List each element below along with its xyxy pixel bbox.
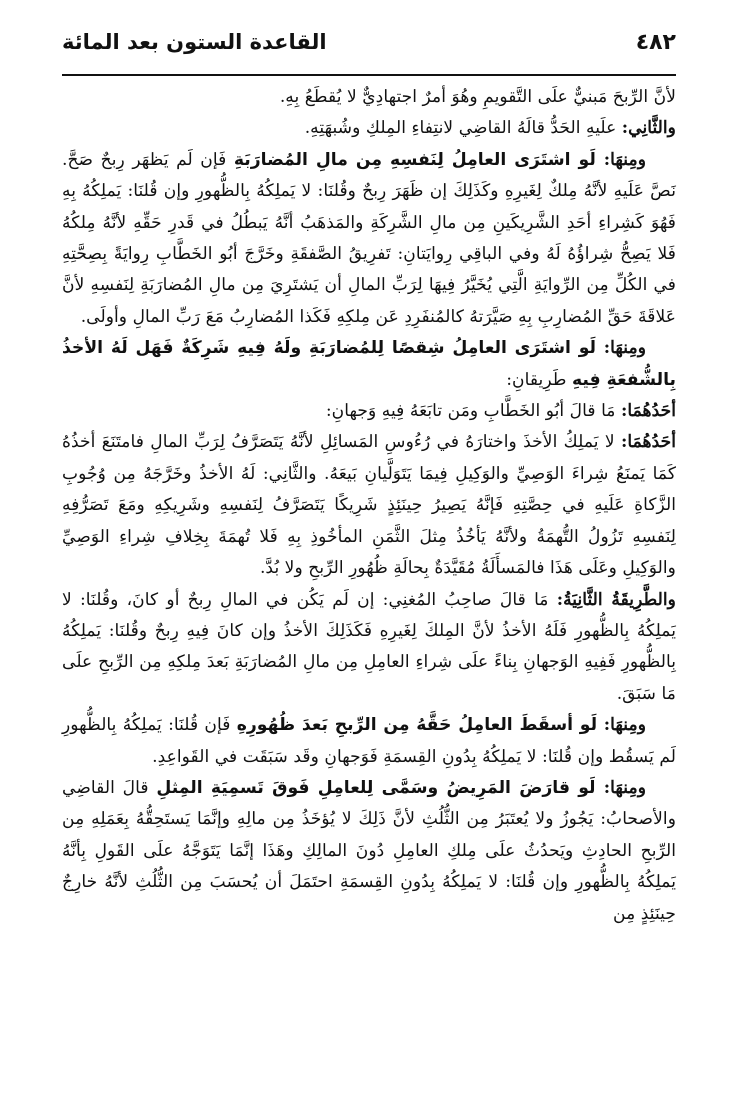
paragraph-2-text: علَيهِ الحَدُّ قالَهُ القاضِي لانتِفاءِ المِلكِ وشُبهَتِهِ.	[304, 118, 622, 139]
paragraph-1	[62, 82, 676, 113]
paragraph-4-lead: ومِنهَا:	[603, 338, 646, 359]
paragraph-5-lead: أحَدُهُمَا:	[620, 401, 676, 422]
paragraph-2	[62, 113, 676, 144]
paragraph-1-text: لأنَّ الرِّبحَ مَبنيٌّ علَى التَّقويمِ وهُوَ أمرٌ اجتهادِيٌّ لا يُقطَعُ بِهِ.	[279, 87, 676, 107]
paragraph-8-lead: ومِنهَا:	[603, 715, 646, 736]
paragraph-3-text: فَإن لَم يَظهَر رِبحٌ صَحَّ. نَصَّ عَلَيهِ لأنَّهُ مِلكٌ لِغَيرِهِ وكَذَلِكَ إن ظَهَرَ رِبحٌ وقُلنَا: لا يَملِكُهُ بِالظُّهورِ وإن قُلنَا: يَملِكُهُ بِهِ فَهُوَ كَشِراءِ أحَدِ الشَّرِيكَينِ مِن مالِ الشَّرِكَةِ والمَذهَبُ أنَّهُ يَبطُلُ في قَدرِ حَقِّهِ لأنَّهُ مِلكُهُ فَلا يَصِحُّ شِراؤُهُ لَهُ وفي الباقِي رِوايَتانِ: تَفرِيقُ الصَّفقَةِ وخَرَّجَ أبُو الخَطَّابِ رِوايَةً بِصِحَّتِهِ في الكُلِّ مِن الرِّوايَةِ الَّتِي يُخَيَّرُ فِيهَا لِرَبِّ المالِ أن يَشتَرِيَ مِن مالِ المُضارَبَةِ لِنَفسِهِ لأنَّ عَلاقَةَ حَقِّ المُضارِبِ بِهِ صَيَّرَتهُ كالمُنفَرِدِ عَن مِلكِهِ فَكَذا المُضارِبُ مَعَ رَبِّ المالِ وأولَى.	[62, 149, 676, 327]
running-head	[62, 30, 676, 72]
paragraph-2-lead: والثَّانِي:	[621, 118, 676, 139]
paragraph-3-lead: ومِنهَا:	[603, 149, 646, 170]
paragraph-8	[62, 710, 676, 773]
paragraph-4-bold: لَو اشتَرَى العامِلُ شِقصًا لِلمُضارَبَةِ ولَهُ فِيهِ شَرِكَةٌ فَهَل لَهُ الأخذُ بِالشُّفعَةِ فِيهِ	[62, 338, 676, 390]
paragraph-4	[62, 333, 676, 396]
paragraph-7	[62, 585, 676, 711]
paragraph-9-lead: ومِنهَا:	[603, 777, 646, 798]
paragraph-9-bold: لَو قارَضَ المَرِيضُ وسَمَّى لِلعامِلِ فَوقَ تَسمِيَةِ المِثلِ	[156, 777, 604, 798]
page-body	[62, 82, 676, 930]
paragraph-6-lead: أحَدُهُمَا:	[620, 432, 676, 453]
paragraph-3-bold: لَو اشتَرَى العامِلُ لِنَفسِهِ مِن مالِ المُضارَبَةِ	[233, 149, 604, 170]
running-title: القاعدة الستون بعد المائة	[62, 30, 327, 54]
paragraph-8-text: فَإن قُلنَا: يَملِكُهُ بِالظُّهورِ لَم يَسقُط وإن قُلنَا: لا يَملِكُهُ بِدُونِ القِسمَةِ فَوَجهانِ وقَد سَبَقَت في القَواعِدِ.	[62, 715, 676, 767]
paragraph-5-text: مَا قالَ أبُو الخَطَّابِ ومَن تابَعَهُ فِيهِ وَجهانِ:	[325, 401, 621, 422]
paragraph-6	[62, 427, 676, 584]
page-number: ٤٨٢	[635, 30, 676, 55]
paragraph-7-text: مَا قالَ صاحِبُ المُغنِي: إن لَم يَكُن في المالِ رِبحٌ أو كانَ، وقُلنَا: لا يَملِكُهُ بِالظُّهورِ فَلَهُ الأخذُ لأنَّ المِلكَ لِغَيرِهِ فَكَذَلِكَ الأخذُ وإن كانَ فِيهِ رِبحٌ وقُلنَا: يَملِكُهُ بِالظُّهورِ فَفِيهِ الوَجهانِ بِناءً علَى شِراءِ العامِلِ مِن مالِ المُضارَبَةِ بَعدَ مِلكِهِ مِن الرِّبحِ علَى مَا سَبَقَ.	[62, 589, 676, 704]
paragraph-7-lead: والطَّرِيقَةُ الثَّانِيَةُ:	[556, 589, 676, 610]
paragraph-8-bold: لَو أسقَطَ العامِلُ حَقَّهُ مِن الرِّبحِ بَعدَ ظُهُورِهِ	[236, 715, 604, 736]
header-rule	[62, 74, 676, 76]
paragraph-9-text: قالَ القاضِي والأصحابُ: يَجُوزُ ولا يُعتَبَرُ مِن الثُّلُثِ لأنَّ ذَلِكَ لا يُؤخَذُ مِن مالِهِ وإنَّمَا يَستَحِقُّهُ بِعَمَلِهِ مِن الرِّبحِ الحادِثِ ويَحدُثُ علَى مِلكِ العامِلِ دُونَ المالِكِ وهَذَا إنَّمَا يَتَوَجَّهُ علَى القَولِ بِأنَّهُ يَملِكُهُ بِالظُّهورِ وإن قُلنَا: لا يَملِكُهُ بِدُونِ القِسمَةِ احتَمَلَ أن يُحسَبَ مِن الثُّلُثِ لأنَّهُ خارِجٌ حِينَئِذٍ مِن	[62, 777, 676, 924]
paragraph-3	[62, 145, 676, 333]
paragraph-6-text: لا يَملِكُ الأخذَ واختارَهُ في رُءُوسِ المَسائِلِ لأنَّهُ يَتَصَرَّفُ لِرَبِّ المالِ فامتَنَعَ أخذُهُ كَمَا يَمنَعُ شِراءَ الوَصِيِّ والوَكِيلِ فِيمَا يَتَوَلَّيانِ بَيعَهُ. والثَّانِي: لَهُ الأخذُ وخَرَّجَهُ مِن وُجُوبِ الزَّكاةِ عَلَيهِ في حِصَّتِهِ فَإنَّهُ يَصِيرُ حِينَئِذٍ شَرِيكًا يَتَصَرَّفُ لِنَفسِهِ وشَرِيكِهِ ومَعَ تَصَرُّفِهِ لِنَفسِهِ تَزُولُ التُّهمَةُ ولأنَّهُ يَأخُذُ مِثلَ الثَّمَنِ المأخُوذِ بِهِ فَلا تُهمَةَ بِخِلافِ شِراءِ الوَصِيِّ والوَكِيلِ وعَلَى هَذَا فالمَسأَلَةُ مُقَيَّدَةٌ بِحالَةِ ظُهُورِ الرِّبحِ ولا بُدَّ.	[62, 432, 676, 579]
paragraph-5	[62, 396, 676, 427]
paragraph-4-text: طَرِيقانِ:	[506, 369, 572, 390]
paragraph-9	[62, 773, 676, 930]
